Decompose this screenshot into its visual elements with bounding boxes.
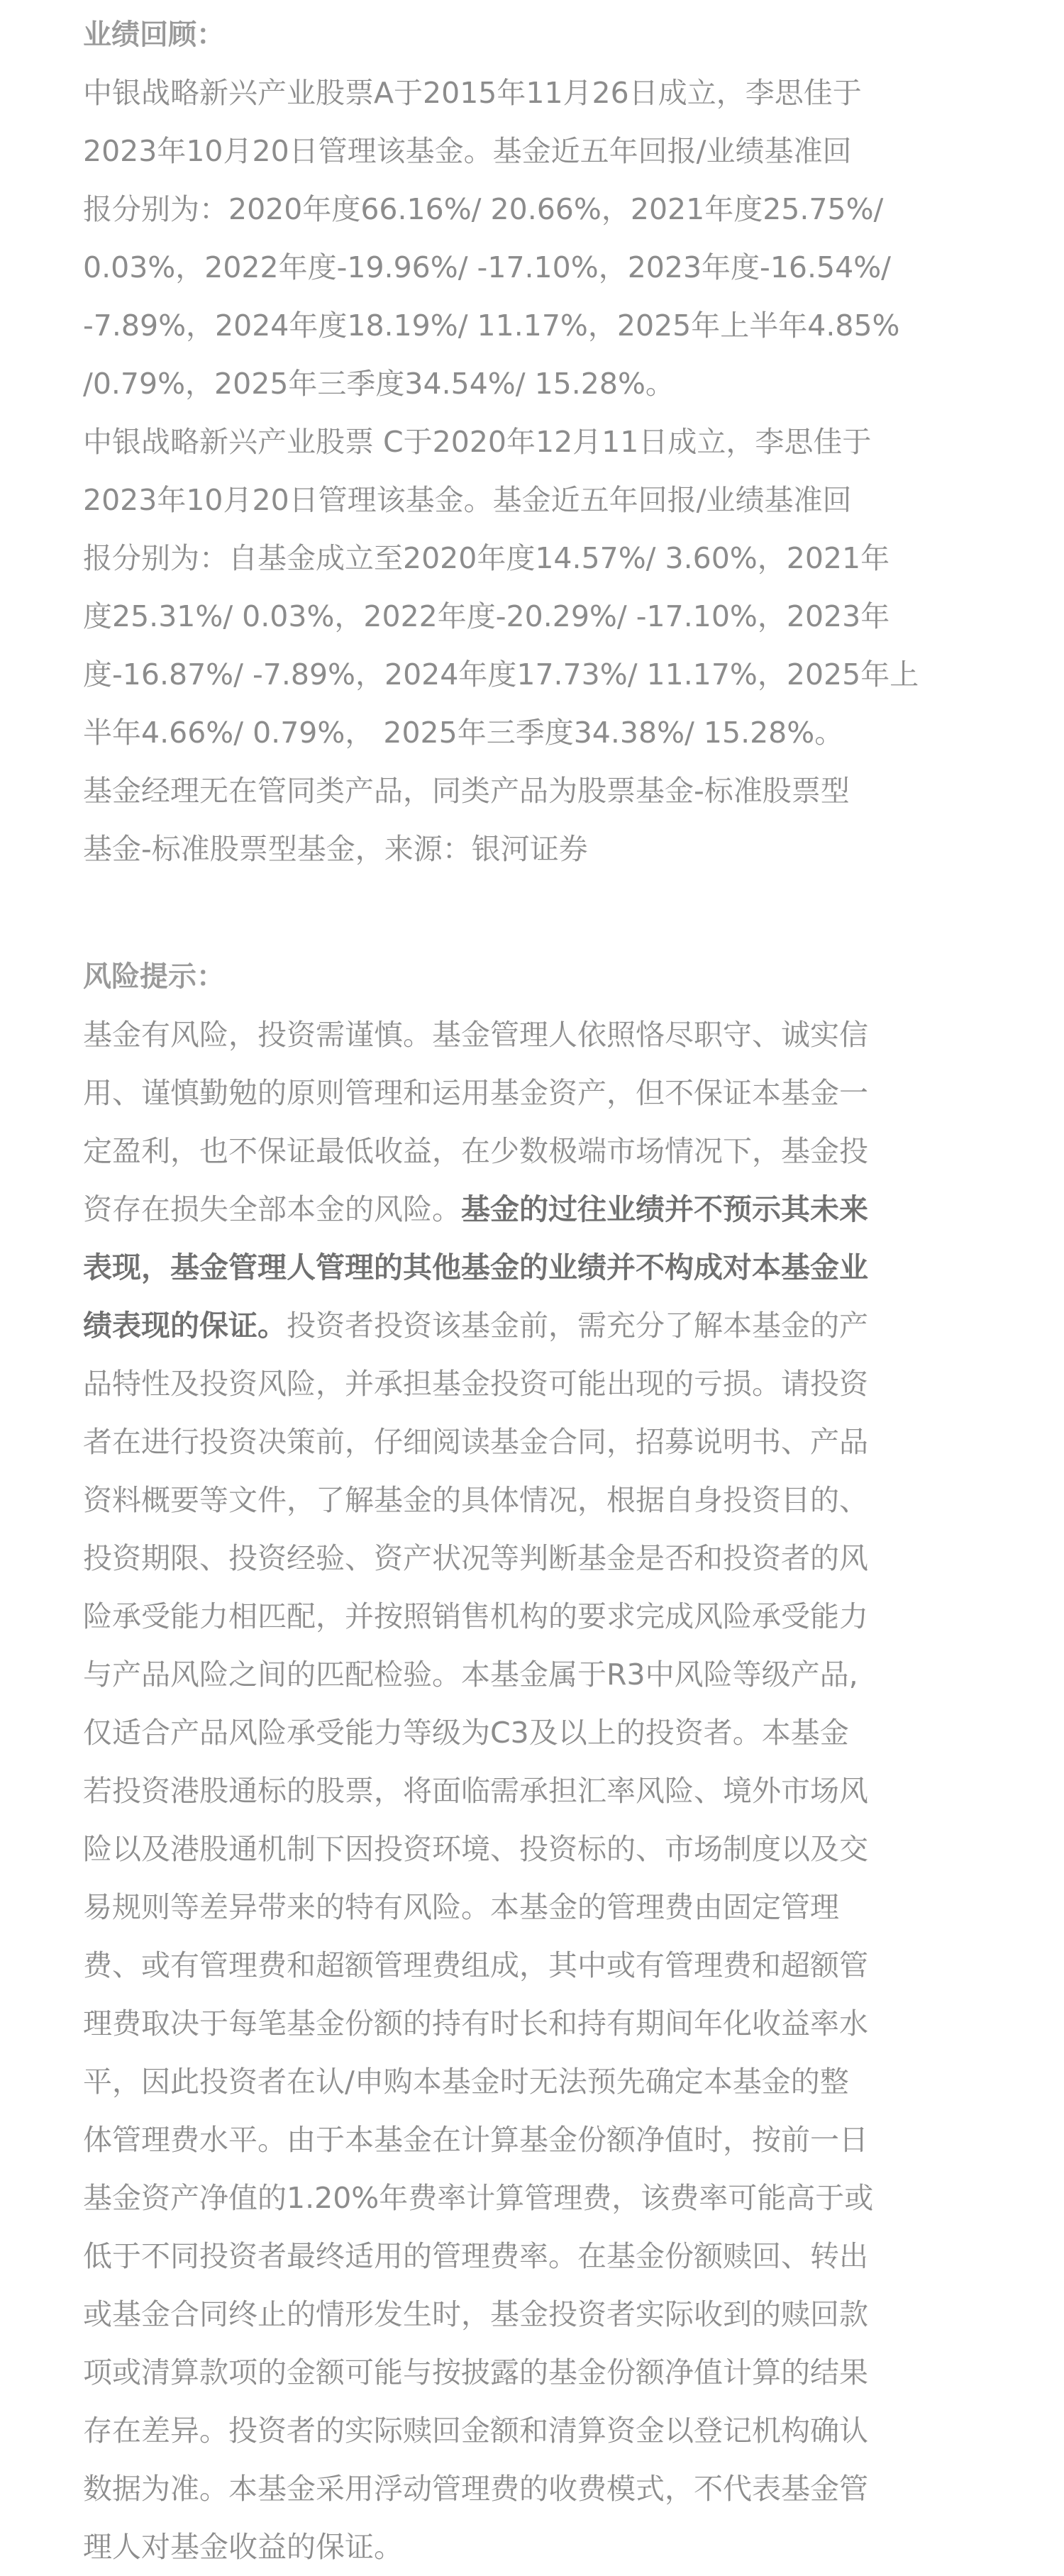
risk-text-line: [83, 1471, 998, 1529]
risk-text-line: [83, 1762, 998, 1820]
risk-text-line: [83, 1238, 998, 1297]
risk-text-line: [83, 1820, 998, 1878]
performance-text-line: 2023年10月20日管理该基金。基金近五年回报/业绩基准回: [83, 134, 852, 168]
risk-text-line: [83, 1413, 998, 1471]
performance-text-line: 度25.31%/ 0.03%，2022年度-20.29%/ -17.10%，2023年: [83, 599, 890, 633]
risk-text-segment: 与产品风险之间的匹配检验。本基金属于R3中风险等级产品,: [83, 1658, 858, 1692]
performance-text-line: 中银战略新兴产业股票 C于2020年12月11日成立，李思佳于: [83, 425, 872, 459]
risk-text-line: [83, 2111, 998, 2169]
risk-text-segment: 费、或有管理费和超额管理费组成，其中或有管理费和超额管: [83, 1948, 868, 1982]
risk-text-line: [83, 1936, 998, 1994]
performance-text-line: 半年4.66%/ 0.79%， 2025年三季度34.38%/ 15.28%。: [83, 716, 844, 750]
performance-text-line: 中银战略新兴产业股票A于2015年11月26日成立，李思佳于: [83, 76, 862, 110]
risk-text-segment: 基金有风险，投资需谨慎。基金管理人依照恪尽职守、诚实信: [83, 1018, 868, 1052]
risk-text-segment: 低于不同投资者最终适用的管理费率。在基金份额赎回、转出: [83, 2239, 868, 2273]
risk-text-segment: 或基金合同终止的情形发生时，基金投资者实际收到的赎回款: [83, 2297, 868, 2331]
performance-text-line: 0.03%，2022年度-19.96%/ -17.10%，2023年度-16.54%/: [83, 250, 891, 284]
risk-text-segment: 基金资产净值的1.20%年费率计算管理费，该费率可能高于或: [83, 2181, 874, 2215]
performance-text-line: 报分别为：2020年度66.16%/ 20.66%，2021年度25.75%/: [83, 192, 884, 226]
performance-text-line: /0.79%，2025年三季度34.54%/ 15.28%。: [83, 367, 675, 401]
risk-text-line: [83, 2169, 998, 2227]
risk-text-segment: 理费取决于每笔基金份额的持有时长和持有期间年化收益率水: [83, 2006, 868, 2041]
performance-review-heading: 业绩回顾：: [83, 18, 225, 51]
performance-text-line: 基金-标准股票型基金，来源：银河证券: [83, 832, 588, 866]
risk-text-line: [83, 1006, 998, 1064]
risk-text-line: [83, 1122, 998, 1180]
risk-text-emphasis: 绩表现的保证。: [83, 1309, 287, 1343]
risk-text-line: [83, 1064, 998, 1122]
risk-text-line: [83, 2343, 998, 2402]
risk-text-segment: 者在进行投资决策前，仔细阅读基金合同，招募说明书、产品: [83, 1425, 868, 1459]
risk-text-segment: 资料概要等文件，了解基金的具体情况，根据自身投资目的、: [83, 1483, 868, 1517]
risk-text-segment: 易规则等差异带来的特有风险。本基金的管理费由固定管理: [83, 1890, 839, 1924]
risk-warning-section: [83, 948, 998, 2576]
risk-text-segment: 险承受能力相匹配，并按照销售机构的要求完成风险承受能力: [83, 1599, 868, 1633]
risk-text-segment: 品特性及投资风险，并承担基金投资可能出现的亏损。请投资: [83, 1367, 868, 1401]
risk-text-segment: 险以及港股通机制下因投资环境、投资标的、市场制度以及交: [83, 1832, 868, 1866]
risk-warning-heading: 风险提示：: [83, 960, 225, 993]
performance-review-body: [83, 64, 998, 878]
risk-text-emphasis: 基金的过往业绩并不预示其未来: [461, 1192, 868, 1226]
risk-text-line: [83, 2402, 998, 2460]
risk-text-line: [83, 2460, 998, 2518]
risk-text-segment: 体管理费水平。由于本基金在计算基金份额净值时，按前一日: [83, 2123, 868, 2157]
risk-text-segment: 若投资港股通标的股票，将面临需承担汇率风险、境外市场风: [83, 1774, 868, 1808]
risk-text-line: [83, 2227, 998, 2285]
risk-text-line: [83, 1355, 998, 1413]
risk-text-line: [83, 2053, 998, 2111]
performance-text-line: 报分别为：自基金成立至2020年度14.57%/ 3.60%，2021年: [83, 541, 890, 575]
risk-text-segment: 数据为准。本基金采用浮动管理费的收费模式，不代表基金管: [83, 2472, 868, 2506]
risk-text-line: [83, 1704, 998, 1762]
risk-text-segment: 仅适合产品风险承受能力等级为C3及以上的投资者。本基金: [83, 1716, 849, 1750]
risk-text-line: [83, 2285, 998, 2343]
risk-text-segment: 理人对基金收益的保证。: [83, 2530, 403, 2564]
risk-text-line: [83, 1645, 998, 1704]
risk-text-line: [83, 1529, 998, 1587]
risk-text-segment: 项或清算款项的金额可能与按披露的基金份额净值计算的结果: [83, 2355, 868, 2389]
risk-text-segment: 投资期限、投资经验、资产状况等判断基金是否和投资者的风: [83, 1541, 868, 1575]
risk-text-segment: 资存在损失全部本金的风险。: [83, 1192, 461, 1226]
performance-text-line: 度-16.87%/ -7.89%，2024年度17.73%/ 11.17%，2025年上: [83, 657, 919, 692]
risk-text-line: [83, 1297, 998, 1355]
risk-text-segment: 投资者投资该基金前，需充分了解本基金的产: [287, 1309, 868, 1343]
risk-warning-body: [83, 1006, 998, 2576]
performance-text-line: -7.89%，2024年度18.19%/ 11.17%，2025年上半年4.85%: [83, 309, 900, 343]
risk-text-line: [83, 1587, 998, 1645]
risk-text-line: [83, 1878, 998, 1936]
risk-text-segment: 用、谨慎勤勉的原则管理和运用基金资产，但不保证本基金一: [83, 1076, 868, 1110]
risk-text-line: [83, 1994, 998, 2053]
risk-text-segment: 定盈利，也不保证最低收益，在少数极端市场情况下，基金投: [83, 1134, 868, 1168]
performance-text-line: 基金经理无在管同类产品，同类产品为股票基金-标准股票型: [83, 774, 850, 808]
risk-text-line: [83, 1180, 998, 1238]
risk-text-emphasis: 表现，基金管理人管理的其他基金的业绩并不构成对本基金业: [83, 1250, 868, 1284]
risk-text-segment: 平，因此投资者在认/申购本基金时无法预先确定本基金的整: [83, 2065, 849, 2099]
performance-text-line: 2023年10月20日管理该基金。基金近五年回报/业绩基准回: [83, 483, 852, 517]
risk-text-line: [83, 2518, 998, 2576]
performance-review-section: [83, 6, 998, 878]
risk-text-segment: 存在差异。投资者的实际赎回金额和清算资金以登记机构确认: [83, 2414, 868, 2448]
